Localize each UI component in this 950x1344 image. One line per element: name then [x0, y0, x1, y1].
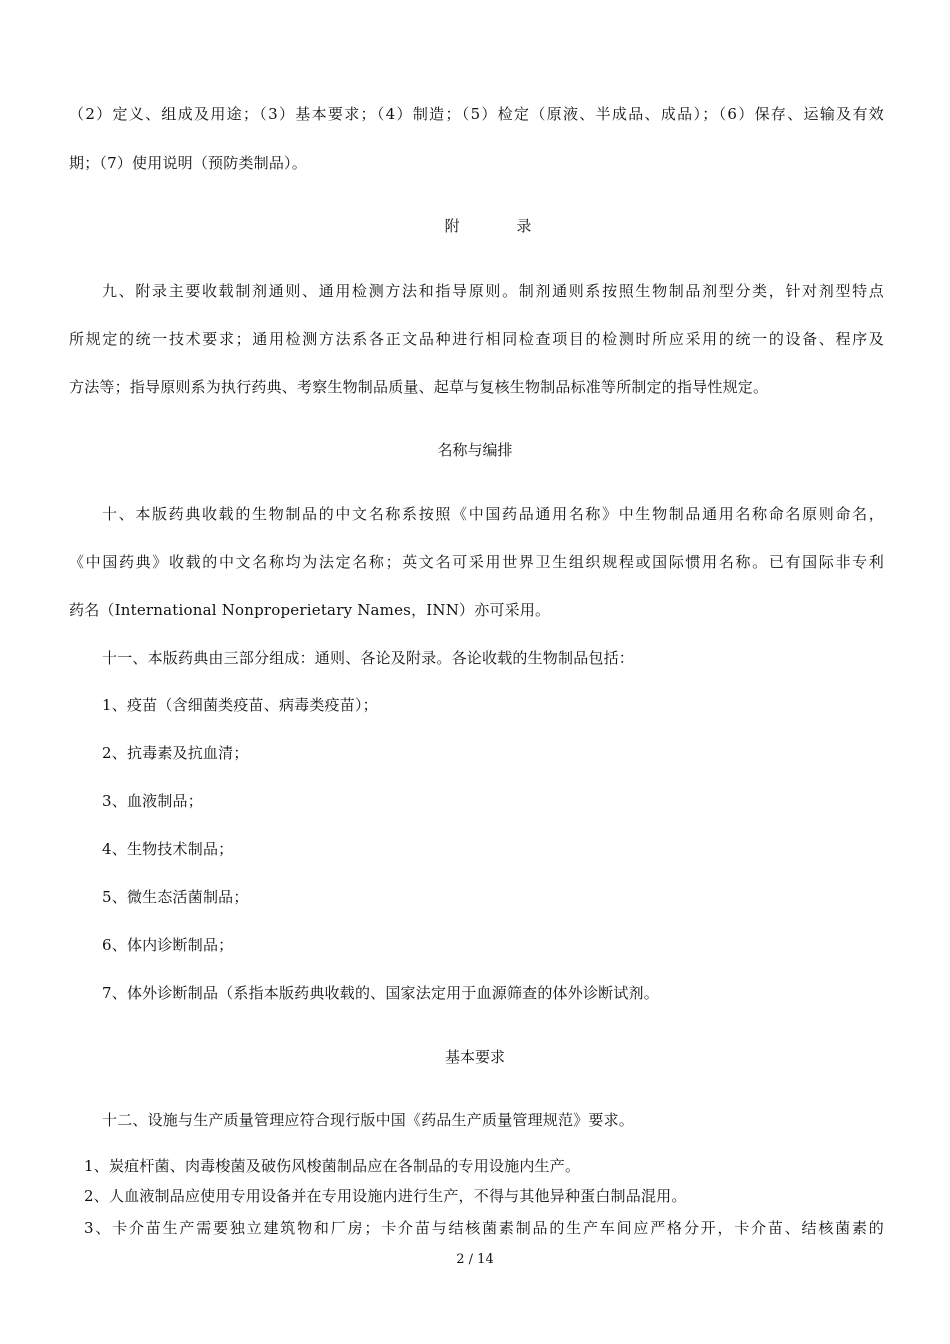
heading-naming: 名称与编排 [437, 441, 513, 459]
paragraph-9-line-1: 九、附录主要收载制剂通则、通用检测方法和指导原则。制剂通则系按照生物制品剂型分类，针对剂型特点 [102, 282, 884, 300]
list-item: 6、体内诊断制品； [102, 936, 234, 954]
list-item: 2、抗毒素及抗血清； [102, 744, 249, 762]
heading-basic-requirements: 基本要求 [444, 1048, 505, 1066]
list-item: 2、人血液制品应使用专用设备并在专用设施内进行生产，不得与其他异种蛋白制品混用。 [84, 1187, 687, 1205]
list-item: 7、体外诊断制品（系指本版药典收载的、国家法定用于血源筛查的体外诊断试剂。 [102, 984, 659, 1002]
list-item: 1、疫苗（含细菌类疫苗、病毒类疫苗）； [102, 696, 378, 714]
list-item: 3、卡介苗生产需要独立建筑物和厂房；卡介苗与结核菌素制品的生产车间应严格分开，卡介苗、结核菌素的 [84, 1219, 884, 1237]
paragraph-11-intro: 十一、本版药典由三部分组成：通则、各论及附录。各论收载的生物制品包括： [102, 649, 635, 667]
paragraph-12-intro: 十二、设施与生产质量管理应符合现行版中国《药品生产质量管理规范》要求。 [102, 1111, 635, 1129]
paragraph-10-line-2: 《中国药典》收载的中文名称均为法定名称；英文名可采用世界卫生组织规程或国际惯用名称。已有国际非专利 [69, 553, 884, 571]
page-number: 2 / 14 [456, 1252, 494, 1267]
paragraph-9-line-3: 方法等；指导原则系为执行药典、考察生物制品质量、起草与复核生物制品标准等所制定的指导性规定。 [69, 378, 769, 396]
paragraph-10-line-3: 药名（International Nonproperietary Names，INN）亦可采用。 [69, 601, 551, 619]
list-item: 4、生物技术制品； [102, 840, 234, 858]
paragraph-8-line-2: 期；（7）使用说明（预防类制品）。 [69, 154, 307, 172]
paragraph-9-line-2: 所规定的统一技术要求；通用检测方法系各正文品种进行相同检查项目的检测时所应采用的统一的设备、程序及 [69, 330, 884, 348]
list-item: 1、炭疽杆菌、肉毒梭菌及破伤风梭菌制品应在各制品的专用设施内生产。 [84, 1157, 581, 1175]
list-item: 5、微生态活菌制品； [102, 888, 249, 906]
heading-appendix: 附 录 [444, 217, 558, 235]
list-item: 3、血液制品； [102, 792, 203, 810]
paragraph-10-line-1: 十、本版药典收载的生物制品的中文名称系按照《中国药品通用名称》中生物制品通用名称命名原则命名， [102, 505, 884, 523]
paragraph-8-line-1: （2）定义、组成及用途；（3）基本要求；（4）制造；（5）检定（原液、半成品、成品）；（6）保存、运输及有效 [69, 105, 884, 123]
